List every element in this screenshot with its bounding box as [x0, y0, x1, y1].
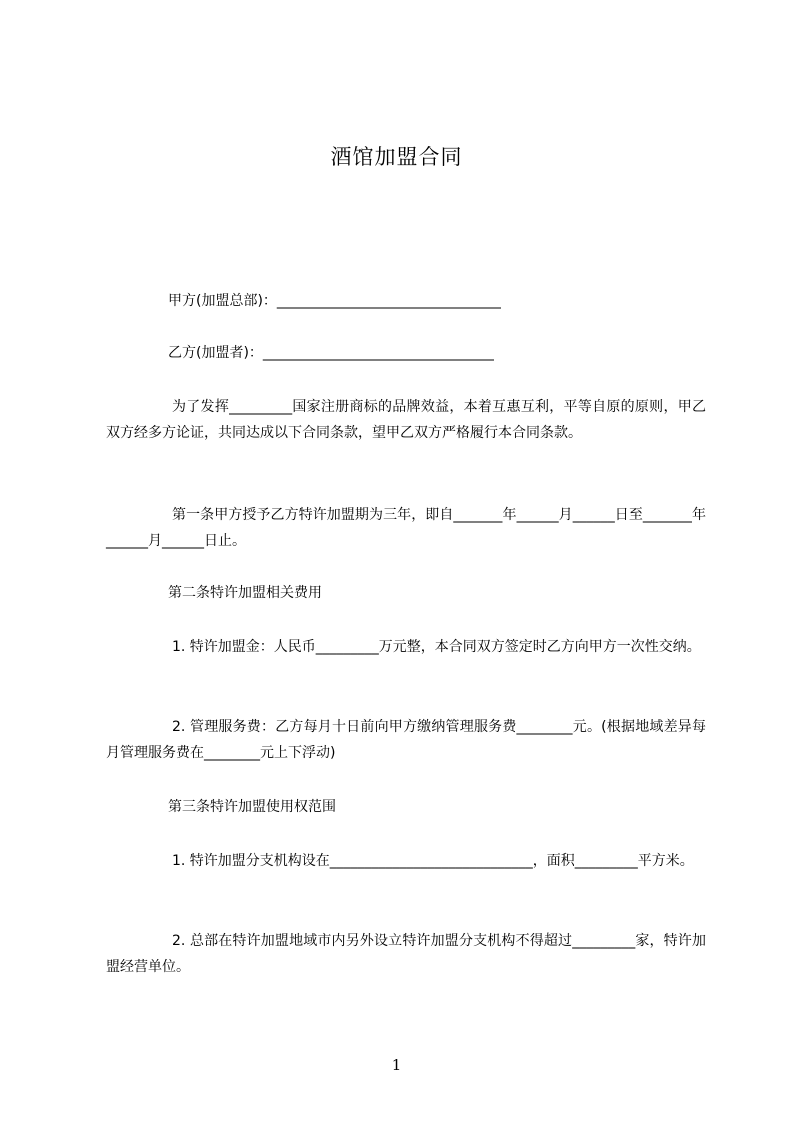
- party-b-line: 乙方(加盟者)：_________________________________: [168, 345, 494, 361]
- page-number: 1: [391, 1056, 402, 1074]
- article-2-heading: 第二条特许加盟相关费用: [168, 585, 322, 601]
- article-3-item-1: 1. 特许加盟分支机构设在_____________________________，面积_________平方米。: [172, 853, 694, 869]
- document-title: 酒馆加盟合同: [330, 145, 463, 169]
- article-3-item-2: 2. 总部在特许加盟地域市内另外设立特许加盟分支机构不得超过_________家，特许加盟经营单位。: [106, 933, 706, 975]
- party-a-line: 甲方(加盟总部)：________________________________: [168, 293, 501, 309]
- article-2-item-1: 1. 特许加盟金：人民币_________万元整，本合同双方签定时乙方向甲方一次性交纳。: [172, 639, 701, 655]
- article-3-heading: 第三条特许加盟使用权范围: [168, 799, 336, 815]
- article-2-item-2: 2. 管理服务费：乙方每月十日前向甲方缴纳管理服务费________元。(根据地域差异每月管理服务费在________元上下浮动): [106, 719, 706, 761]
- article-1-paragraph: 第一条甲方授予乙方特许加盟期为三年，即自_______年______月______日至_______年______月______日止。: [106, 507, 706, 549]
- preamble-paragraph: 为了发挥_________国家注册商标的品牌效益，本着互惠互利，平等自原的原则，甲乙双方经多方论证，共同达成以下合同条款，望甲乙双方严格履行本合同条款。: [106, 399, 706, 441]
